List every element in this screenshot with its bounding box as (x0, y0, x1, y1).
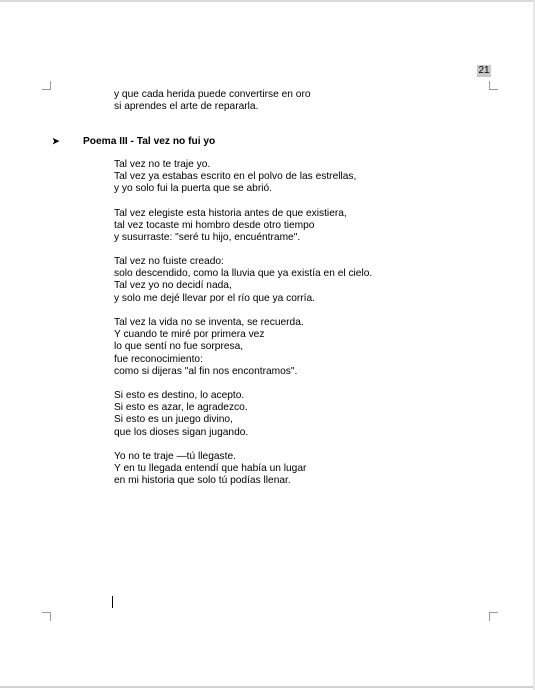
text-line: solo descendido, como la lluvia que ya existía en el cielo. (114, 268, 373, 280)
text-line: Tal vez elegiste esta historia antes de que existiera, (114, 208, 347, 219)
text-line: Si esto es un juego divino, (114, 414, 233, 426)
text-line: Y en tu llegada entendí que había un lugar (114, 463, 307, 475)
text-line: Si esto es destino, lo acepto. (114, 390, 245, 401)
page-number: 21 (478, 65, 490, 76)
text-line: Tal vez yo no decidí nada, (114, 280, 232, 292)
text-line: Tal vez la vida no se inventa, se recuerda. (114, 317, 304, 328)
continuation-text[interactable] (114, 89, 311, 113)
top-border (0, 0, 535, 2)
stanza[interactable] (114, 451, 306, 488)
stanza[interactable] (114, 317, 304, 378)
margin-corner-bottom-left (42, 612, 51, 621)
text-line: Tal vez no fuiste creado: (114, 256, 224, 267)
stanza[interactable] (114, 390, 248, 439)
text-line: Si esto es azar, le agradezco. (114, 402, 248, 414)
text-line: y susurraste: "seré tu hijo, encuéntrame". (114, 232, 301, 244)
text-line: y yo solo fui la puerta que se abrió. (114, 183, 273, 195)
stanza[interactable] (114, 159, 356, 196)
text-line: en mi historia que solo tú podías llenar. (114, 475, 291, 487)
text-line: Tal vez ya estabas escrito en el polvo de las estrellas, (114, 171, 357, 183)
text-line: Y cuando te miré por primera vez (114, 329, 265, 341)
arrow-bullet-icon: ➤ (52, 136, 60, 146)
text-line: fue reconocimiento: (114, 353, 203, 365)
margin-corner-top-right (489, 81, 498, 90)
text-line: tal vez tocaste mi hombro desde otro tiempo (114, 220, 315, 232)
text-line: y que cada herida puede convertirse en oro (114, 89, 311, 100)
section-title: Poema III - Tal vez no fui yo (83, 136, 216, 147)
bottom-border (0, 686, 535, 688)
stanza[interactable] (114, 208, 347, 245)
text-line: como si dijeras "al fin nos encontramos". (114, 365, 298, 377)
section-heading[interactable] (52, 135, 215, 148)
text-line: lo que sentí no fue sorpresa, (114, 341, 244, 353)
stanza[interactable] (114, 256, 372, 305)
margin-corner-bottom-right (489, 612, 498, 621)
margin-corner-top-left (42, 81, 51, 90)
text-line: y solo me dejé llevar por el río que ya corría. (114, 292, 316, 304)
text-line: si aprendes el arte de repararla. (114, 101, 259, 113)
text-cursor (112, 596, 113, 608)
text-line: Yo no te traje —tú llegaste. (114, 451, 236, 462)
text-line: Tal vez no te traje yo. (114, 159, 211, 170)
text-line: que los dioses sigan jugando. (114, 426, 249, 438)
